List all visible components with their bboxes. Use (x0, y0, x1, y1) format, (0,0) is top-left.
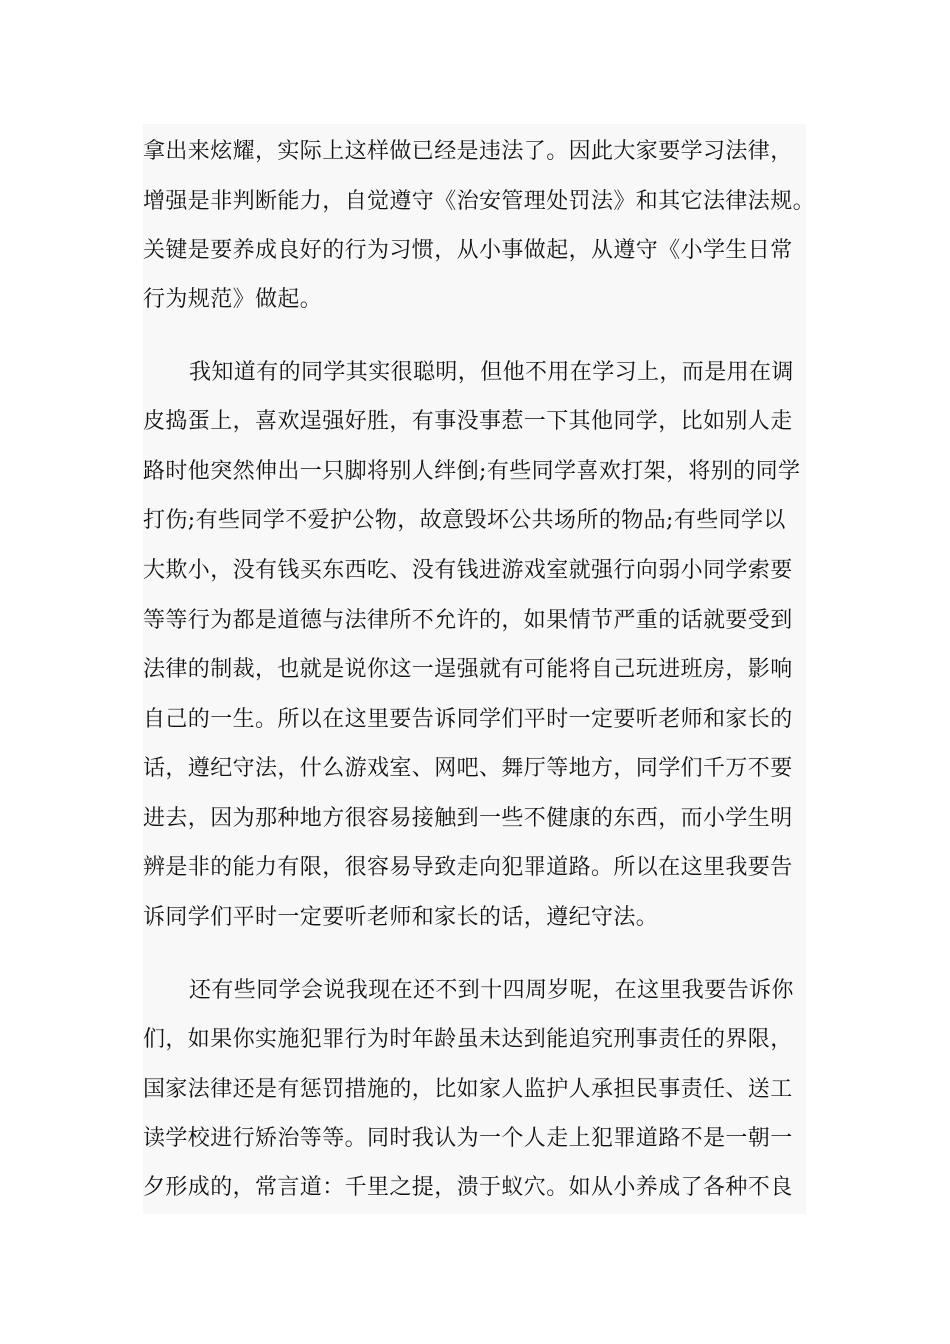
paragraph-3-line-2: 们，如果你实施犯罪行为时年龄虽未达到能追究刑事责任的界限， (143, 1027, 793, 1052)
paragraph-1-line-3: 关键是要养成良好的行为习惯，从小事做起，从遵守《小学生日常 (143, 238, 793, 263)
paragraph-2-line-4: 打伤;有些同学不爱护公物，故意毁坏公共场所的物品;有些同学以 (143, 508, 786, 533)
paragraph-2-line-2: 皮捣蛋上，喜欢逞强好胜，有事没事惹一下其他同学，比如别人走 (143, 409, 793, 434)
paragraph-1-line-1: 拿出来炫耀，实际上这样做已经是违法了。因此大家要学习法律， (143, 139, 793, 164)
paragraph-2-line-8: 自己的一生。所以在这里要告诉同学们平时一定要听老师和家长的 (143, 707, 793, 732)
paragraph-2-line-12: 诉同学们平时一定要听老师和家长的话，遵纪守法。 (143, 905, 659, 930)
paragraph-2-line-3: 路时他突然伸出一只脚将别人绊倒;有些同学喜欢打架，将别的同学 (143, 459, 801, 484)
paragraph-3-line-3: 国家法律还是有惩罚措施的，比如家人监护人承担民事责任、送工 (143, 1077, 793, 1102)
paragraph-1-line-4: 行为规范》做起。 (143, 287, 323, 312)
paragraph-2-line-6: 等等行为都是道德与法律所不允许的，如果情节严重的话就要受到 (143, 608, 793, 633)
paragraph-2-line-9: 话，遵纪守法，什么游戏室、网吧、舞厅等地方，同学们千万不要 (143, 756, 793, 781)
paragraph-2-line-5: 大欺小，没有钱买东西吃、没有钱进游戏室就强行向弱小同学索要 (143, 558, 793, 583)
paragraph-2-line-7: 法律的制裁，也就是说你这一逞强就有可能将自己玩进班房，影响 (143, 657, 793, 682)
paragraph-2-line-10: 进去，因为那种地方很容易接触到一些不健康的东西，而小学生明 (143, 806, 793, 831)
paragraph-1-line-2: 增强是非判断能力，自觉遵守《治安管理处罚法》和其它法律法规。 (143, 189, 816, 214)
paragraph-3-line-4: 读学校进行矫治等等。同时我认为一个人走上犯罪道路不是一朝一 (143, 1126, 793, 1151)
paragraph-2-line-11: 辨是非的能力有限，很容易导致走向犯罪道路。所以在这里我要告 (143, 855, 793, 880)
paragraph-2-line-1: 我知道有的同学其实很聪明，但他不用在学习上，而是用在调 (189, 360, 794, 385)
paragraph-3-line-1: 还有些同学会说我现在还不到十四周岁呢，在这里我要告诉你 (189, 978, 794, 1003)
paragraph-3-line-5: 夕形成的，常言道：千里之提，溃于蚁穴。如从小养成了各种不良 (143, 1175, 793, 1200)
